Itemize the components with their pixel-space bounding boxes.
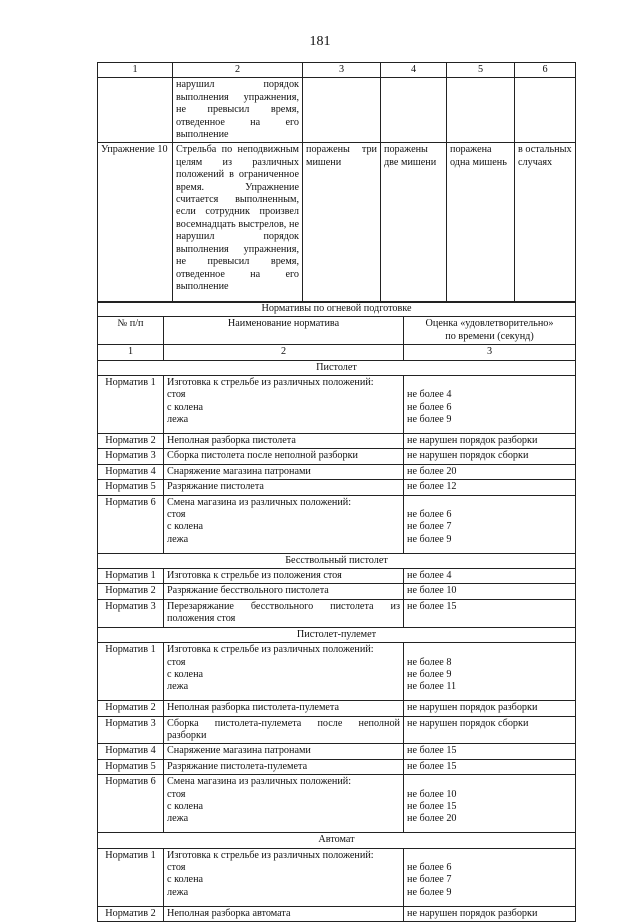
table-row bbox=[98, 744, 576, 759]
table-row bbox=[98, 376, 576, 434]
norm-value: не нарушен порядок сборки bbox=[404, 716, 576, 744]
norms-header bbox=[98, 317, 576, 345]
norm-name: Разряжание пистолета-пулемета bbox=[164, 759, 404, 774]
col-header-4: 4 bbox=[381, 63, 447, 78]
section-title: Бесствольный пистолет bbox=[98, 553, 576, 568]
exercise-description: Стрельба по неподвижным целям из различных положений в ограниченное время. Упражнение считается выполненным, если сотрудник произвел восемнадцать выстрелов, не нарушил порядок выполнения упражнения, не превысил время, отведенное на его выполнение bbox=[173, 143, 303, 303]
norm-name: Разряжание пистолета bbox=[164, 480, 404, 495]
norm-name: Сборка пистолета после неполной разборки bbox=[164, 449, 404, 464]
table-row bbox=[98, 449, 576, 464]
norm-number: Норматив 6 bbox=[98, 775, 164, 833]
norm-name: Снаряжение магазина патронами bbox=[164, 464, 404, 479]
norm-name: Перезаряжание бесствольного пистолета из положения стоя bbox=[164, 599, 404, 627]
header-name: Наименование норматива bbox=[164, 317, 404, 345]
table-row bbox=[98, 584, 576, 599]
section-title: Пистолет-пулемет bbox=[98, 627, 576, 642]
col-header-3: 3 bbox=[303, 63, 381, 78]
grade-unsatisfactory: в остальных случаях bbox=[515, 143, 576, 303]
table-row bbox=[98, 569, 576, 584]
grade-good: поражены две мишени bbox=[381, 143, 447, 303]
table-row bbox=[98, 906, 576, 921]
norms-index-row bbox=[98, 345, 576, 360]
grade-excellent: поражены три мишени bbox=[303, 143, 381, 303]
norm-number: Норматив 1 bbox=[98, 376, 164, 434]
norm-number: Норматив 2 bbox=[98, 584, 164, 599]
table-row bbox=[98, 701, 576, 716]
norm-number: Норматив 4 bbox=[98, 464, 164, 479]
norm-value: не более 4 не более 6 не более 9 bbox=[404, 376, 576, 434]
norm-name: Изготовка к стрельбе из различных положений: стоя с колена лежа bbox=[164, 848, 404, 906]
table-row bbox=[98, 78, 576, 143]
norm-value: не более 10 bbox=[404, 584, 576, 599]
header-evaluation: Оценка «удовлетворительно» по времени (секунд) bbox=[404, 317, 576, 345]
table-row bbox=[98, 495, 576, 553]
norm-number: Норматив 5 bbox=[98, 480, 164, 495]
norm-value: не более 6 не более 7 не более 9 bbox=[404, 848, 576, 906]
norm-name: Неполная разборка автомата bbox=[164, 906, 404, 921]
col-header-2: 2 bbox=[173, 63, 303, 78]
table-row bbox=[98, 643, 576, 701]
norm-value: не нарушен порядок разборки bbox=[404, 434, 576, 449]
norm-name: Неполная разборка пистолета-пулемета bbox=[164, 701, 404, 716]
grade-satisfactory: поражена одна мишень bbox=[447, 143, 515, 303]
norm-name: Сборка пистолета-пулемета после неполной разборки bbox=[164, 716, 404, 744]
norm-value: не более 4 bbox=[404, 569, 576, 584]
norm-number: Норматив 2 bbox=[98, 701, 164, 716]
norm-name: Изготовка к стрельбе из различных положений: стоя с колена лежа bbox=[164, 643, 404, 701]
table-row bbox=[98, 480, 576, 495]
norm-value: не более 15 bbox=[404, 759, 576, 774]
norm-value: не более 20 bbox=[404, 464, 576, 479]
norm-name: Неполная разборка пистолета bbox=[164, 434, 404, 449]
norm-number: Норматив 1 bbox=[98, 569, 164, 584]
page-number: 181 bbox=[309, 34, 331, 49]
norm-name: Изготовка к стрельбе из положения стоя bbox=[164, 569, 404, 584]
norm-number: Норматив 3 bbox=[98, 449, 164, 464]
norm-value: не более 15 bbox=[404, 744, 576, 759]
index-1: 1 bbox=[98, 345, 164, 360]
norm-number: Норматив 1 bbox=[98, 643, 164, 701]
col-header-1: 1 bbox=[98, 63, 173, 78]
norms-table bbox=[97, 301, 576, 922]
norms-title: Нормативы по огневой подготовке bbox=[98, 302, 576, 317]
table-row bbox=[98, 464, 576, 479]
norm-number: Норматив 2 bbox=[98, 434, 164, 449]
index-2: 2 bbox=[164, 345, 404, 360]
norm-number: Норматив 2 bbox=[98, 906, 164, 921]
table-row bbox=[98, 434, 576, 449]
norm-number: Норматив 1 bbox=[98, 848, 164, 906]
table-row bbox=[98, 143, 576, 303]
norm-name: Изготовка к стрельбе из различных положений: стоя с колена лежа bbox=[164, 376, 404, 434]
table-row bbox=[98, 599, 576, 627]
col-header-6: 6 bbox=[515, 63, 576, 78]
norm-value: не нарушен порядок разборки bbox=[404, 701, 576, 716]
norm-number: Норматив 6 bbox=[98, 495, 164, 553]
exercise-description: нарушил порядок выполнения упражнения, не превысил время, отведенное на его выполнение bbox=[173, 78, 303, 143]
index-3: 3 bbox=[404, 345, 576, 360]
table-row bbox=[98, 775, 576, 833]
norm-value: не более 15 bbox=[404, 599, 576, 627]
norm-name: Снаряжение магазина патронами bbox=[164, 744, 404, 759]
norm-value: не более 10 не более 15 не более 20 bbox=[404, 775, 576, 833]
table-row bbox=[98, 848, 576, 906]
section-title: Пистолет bbox=[98, 360, 576, 375]
norm-name: Разряжание бесствольного пистолета bbox=[164, 584, 404, 599]
table-row bbox=[98, 716, 576, 744]
norm-name: Смена магазина из различных положений: стоя с колена лежа bbox=[164, 775, 404, 833]
norm-value: не нарушен порядок разборки bbox=[404, 906, 576, 921]
norm-value: не более 12 bbox=[404, 480, 576, 495]
norm-value: не нарушен порядок сборки bbox=[404, 449, 576, 464]
norm-number: Норматив 3 bbox=[98, 599, 164, 627]
header-number: № п/п bbox=[98, 317, 164, 345]
norm-number: Норматив 5 bbox=[98, 759, 164, 774]
norm-number: Норматив 4 bbox=[98, 744, 164, 759]
norm-value: не более 8 не более 9 не более 11 bbox=[404, 643, 576, 701]
exercise-table-header bbox=[98, 63, 576, 78]
section-title: Автомат bbox=[98, 833, 576, 848]
col-header-5: 5 bbox=[447, 63, 515, 78]
norm-value: не более 6 не более 7 не более 9 bbox=[404, 495, 576, 553]
exercise-name: Упражнение 10 bbox=[98, 143, 173, 303]
norm-number: Норматив 3 bbox=[98, 716, 164, 744]
exercise-table bbox=[97, 62, 576, 303]
norm-name: Смена магазина из различных положений: стоя с колена лежа bbox=[164, 495, 404, 553]
table-row bbox=[98, 759, 576, 774]
